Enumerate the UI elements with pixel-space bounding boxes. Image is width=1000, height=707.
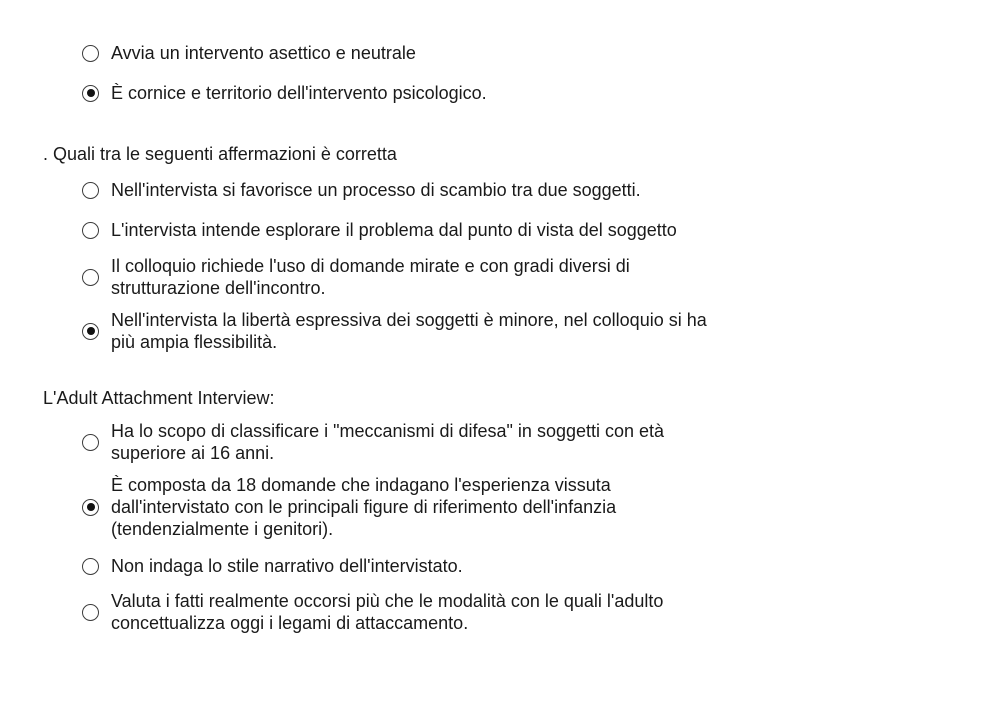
option-label: È cornice e territorio dell'intervento psicologico. — [111, 83, 487, 103]
option-esplorare-problema[interactable] — [82, 219, 732, 241]
option-label: È composta da 18 domande che indagano l'esperienza vissuta dall'intervistato con le principali figure di riferimento dell'infanzia (tendenzialmente i genitori). — [111, 475, 617, 539]
radio-button[interactable] — [82, 558, 99, 575]
option-label: Nell'intervista si favorisce un processo di scambio tra due soggetti. — [111, 180, 641, 200]
radio-button[interactable] — [82, 269, 99, 286]
radio-button[interactable] — [82, 604, 99, 621]
question-affermazioni-corretta: . Quali tra le seguenti affermazioni è corretta — [43, 144, 397, 164]
option-label: L'intervista intende esplorare il problema dal punto di vista del soggetto — [111, 220, 677, 240]
option-label: Non indaga lo stile narrativo dell'intervistato. — [111, 556, 463, 576]
option-label: Nell'intervista la libertà espressiva dei soggetti è minore, nel colloquio si ha più ampia flessibilità. — [111, 310, 707, 352]
option-liberta-espressiva[interactable] — [82, 309, 732, 353]
radio-button[interactable] — [82, 182, 99, 199]
radio-button[interactable] — [82, 323, 99, 340]
option-avvia-intervento[interactable] — [82, 42, 732, 64]
option-label: Ha lo scopo di classificare i "meccanismi di difesa" in soggetti con età superiore ai 16 anni. — [111, 421, 665, 463]
option-meccanismi-difesa[interactable] — [82, 420, 732, 464]
radio-button[interactable] — [82, 45, 99, 62]
question-adult-attachment-interview: L'Adult Attachment Interview: — [43, 388, 275, 408]
option-scambio-due-soggetti[interactable] — [82, 179, 732, 201]
option-domande-mirate[interactable] — [82, 255, 732, 299]
radio-button[interactable] — [82, 85, 99, 102]
option-cornice-territorio[interactable] — [82, 82, 732, 104]
option-label: Il colloquio richiede l'uso di domande mirate e con gradi diversi di strutturazione dell'incontro. — [111, 256, 630, 298]
radio-button[interactable] — [82, 222, 99, 239]
option-18-domande[interactable] — [82, 474, 732, 540]
radio-button[interactable] — [82, 499, 99, 516]
option-label: Valuta i fatti realmente occorsi più che le modalità con le quali l'adulto concettualizza oggi i legami di attaccamento. — [111, 591, 664, 633]
option-fatti-realmente-occorsi[interactable] — [82, 590, 732, 634]
option-label: Avvia un intervento asettico e neutrale — [111, 43, 416, 63]
radio-button[interactable] — [82, 434, 99, 451]
option-stile-narrativo[interactable] — [82, 555, 732, 577]
